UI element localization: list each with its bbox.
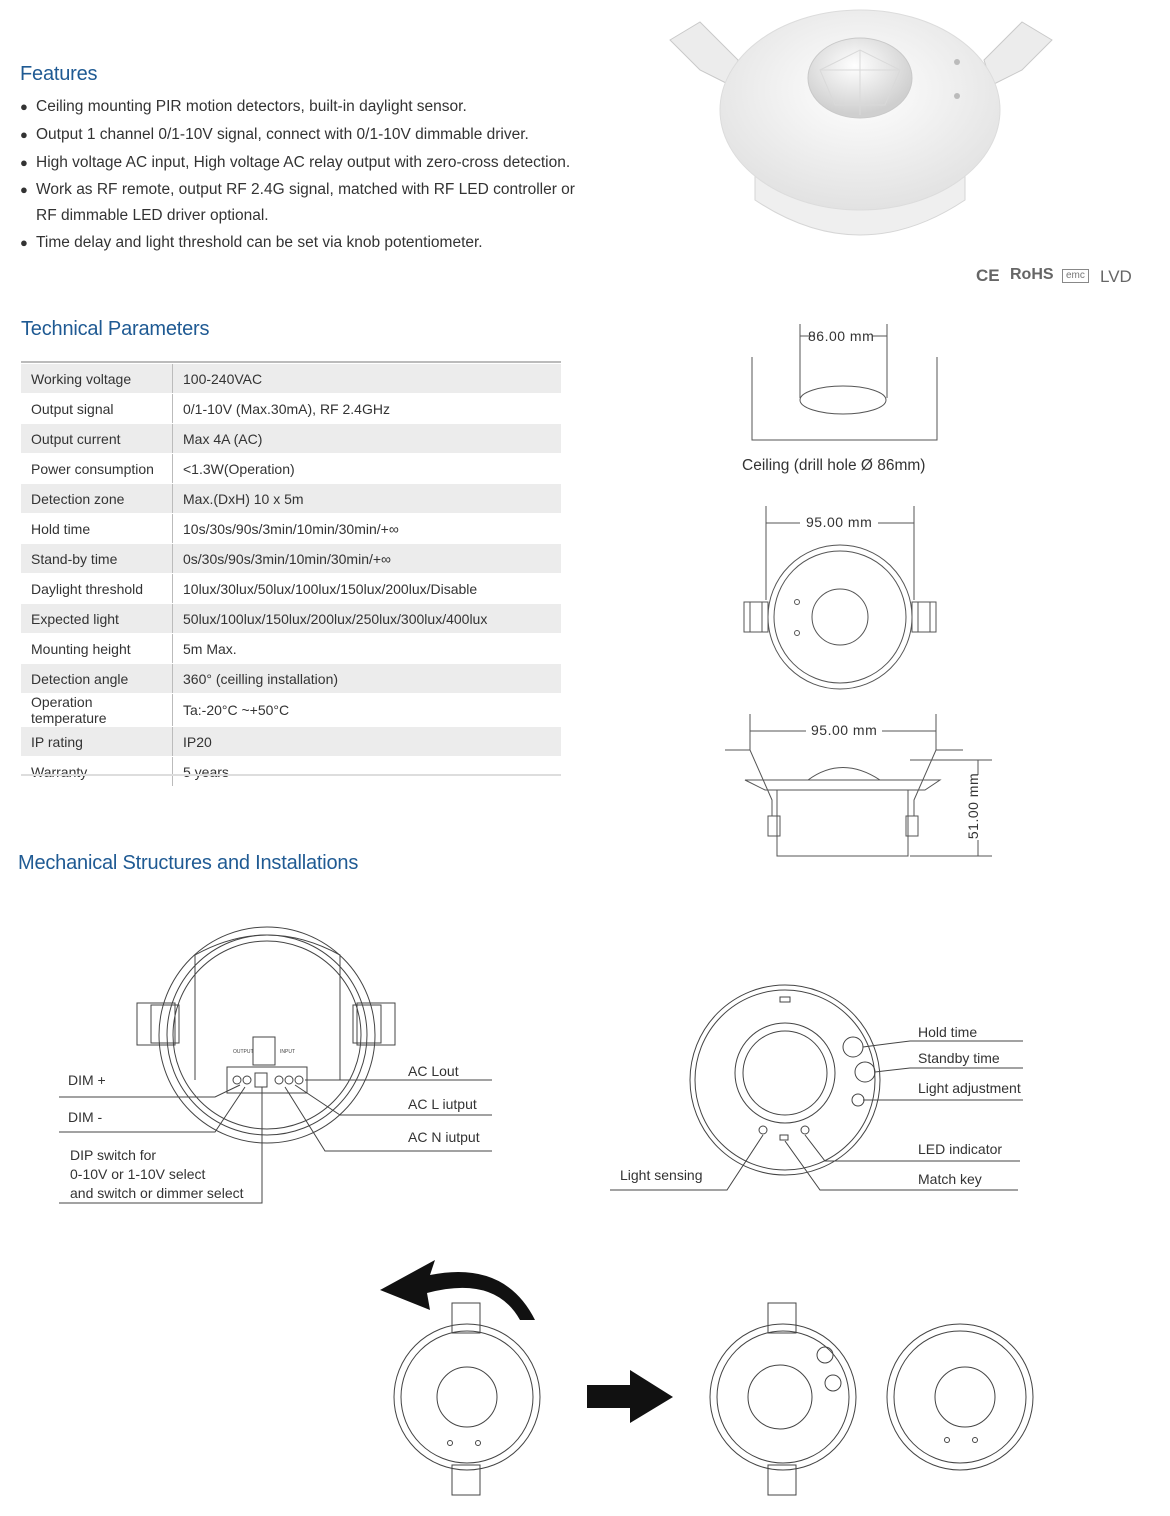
param-value: 5m Max. — [173, 634, 562, 664]
param-value: 50lux/100lux/150lux/200lux/250lux/300lux/400lux — [173, 604, 562, 634]
hold-time-label: Hold time — [918, 1024, 978, 1040]
mechanical-heading: Mechanical Structures and Installations — [18, 852, 359, 874]
param-key: Warranty — [21, 757, 173, 787]
param-value: Ta:-20°C ~+50°C — [173, 694, 562, 727]
param-key: Expected light — [21, 604, 173, 634]
param-row — [21, 364, 561, 394]
param-key: Output signal — [21, 394, 173, 424]
param-value: IP20 — [173, 727, 562, 757]
param-value: Max.(DxH) 10 x 5m — [173, 484, 562, 514]
param-value: 0s/30s/90s/3min/10min/30min/+∞ — [173, 544, 562, 574]
param-row — [21, 757, 561, 787]
feature-item: ● Ceiling mounting PIR motion detectors, built-in daylight sensor. — [20, 93, 620, 121]
param-key: Stand-by time — [21, 544, 173, 574]
param-row — [21, 514, 561, 544]
param-row — [21, 394, 561, 424]
rohs-mark: RoHS — [1010, 266, 1054, 283]
dip-switch-label: DIP switch for 0-10V or 1-10V select and switch or dimmer select — [70, 1147, 244, 1201]
certification-marks — [976, 266, 1146, 288]
param-key: Detection angle — [21, 664, 173, 694]
height-label: 51.00 mm — [965, 772, 981, 840]
param-value: 10lux/30lux/50lux/100lux/150lux/200lux/Disable — [173, 574, 562, 604]
product-photo — [660, 0, 1060, 260]
ceiling-caption: Ceiling (drill hole Ø 86mm) — [742, 457, 926, 474]
param-row — [21, 544, 561, 574]
param-key: Daylight threshold — [21, 574, 173, 604]
rotate-arrow-icon — [380, 1260, 535, 1320]
param-value: 360° (ceilling installation) — [173, 664, 562, 694]
param-key: Output current — [21, 424, 173, 454]
feature-item: ● Output 1 channel 0/1-10V signal, connect with 0/1-10V dimmable driver. — [20, 121, 620, 149]
param-key: Operation temperature — [21, 694, 173, 727]
technical-parameters-table — [21, 364, 561, 787]
drill-dimension-label: 86.00 mm — [808, 328, 875, 344]
standby-time-label: Standby time — [918, 1050, 1000, 1066]
param-row — [21, 424, 561, 454]
param-row — [21, 484, 561, 514]
dim-plus-label: DIM + — [68, 1072, 106, 1088]
param-value: Max 4A (AC) — [173, 424, 562, 454]
param-key: Power consumption — [21, 454, 173, 484]
dim-minus-label: DIM - — [68, 1109, 103, 1125]
param-row — [21, 694, 561, 727]
param-key: Hold time — [21, 514, 173, 544]
ce-mark: CE — [976, 266, 1000, 285]
param-row — [21, 454, 561, 484]
light-adjustment-label: Light adjustment — [918, 1080, 1021, 1096]
right-arrow-icon — [587, 1370, 673, 1423]
svg-text:INPUT: INPUT — [280, 1049, 295, 1055]
led-indicator-label: LED indicator — [918, 1141, 1003, 1157]
ac-l-input-label: AC L iutput — [408, 1096, 477, 1112]
emc-mark: emc — [1062, 269, 1089, 283]
ac-lout-label: AC Lout — [408, 1063, 459, 1079]
match-key-label: Match key — [918, 1171, 982, 1187]
param-value: 0/1-10V (Max.30mA), RF 2.4GHz — [173, 394, 562, 424]
light-sensing-label: Light sensing — [620, 1167, 703, 1183]
param-value: 10s/30s/90s/3min/10min/30min/+∞ — [173, 514, 562, 544]
param-value: 5 years — [173, 757, 562, 787]
param-row — [21, 634, 561, 664]
param-value: 100-240VAC — [173, 364, 562, 394]
technical-heading: Technical Parameters — [21, 318, 210, 340]
params-bottom-rule — [21, 774, 561, 776]
features-list — [20, 93, 620, 257]
ac-n-input-label: AC N iutput — [408, 1129, 480, 1145]
top-width-label: 95.00 mm — [806, 514, 873, 530]
lvd-mark: LVD — [1100, 267, 1132, 286]
feature-item: ● Time delay and light threshold can be set via knob potentiometer. — [20, 229, 620, 257]
installation-illustration — [375, 1255, 1045, 1505]
side-width-label: 95.00 mm — [811, 722, 878, 738]
svg-text:OUTPUT: OUTPUT — [233, 1049, 254, 1055]
param-key: Working voltage — [21, 364, 173, 394]
param-value: <1.3W(Operation) — [173, 454, 562, 484]
param-row — [21, 727, 561, 757]
param-key: IP rating — [21, 727, 173, 757]
param-row — [21, 664, 561, 694]
param-key: Detection zone — [21, 484, 173, 514]
param-row — [21, 574, 561, 604]
param-key: Mounting height — [21, 634, 173, 664]
feature-item: ● Work as RF remote, output RF 2.4G signal, matched with RF LED controller or RF dimmable LED driver optional. — [20, 177, 596, 229]
feature-item: ● High voltage AC input, High voltage AC relay output with zero-cross detection. — [20, 149, 620, 177]
param-row — [21, 604, 561, 634]
features-heading: Features — [20, 63, 98, 85]
params-top-rule — [21, 361, 561, 363]
